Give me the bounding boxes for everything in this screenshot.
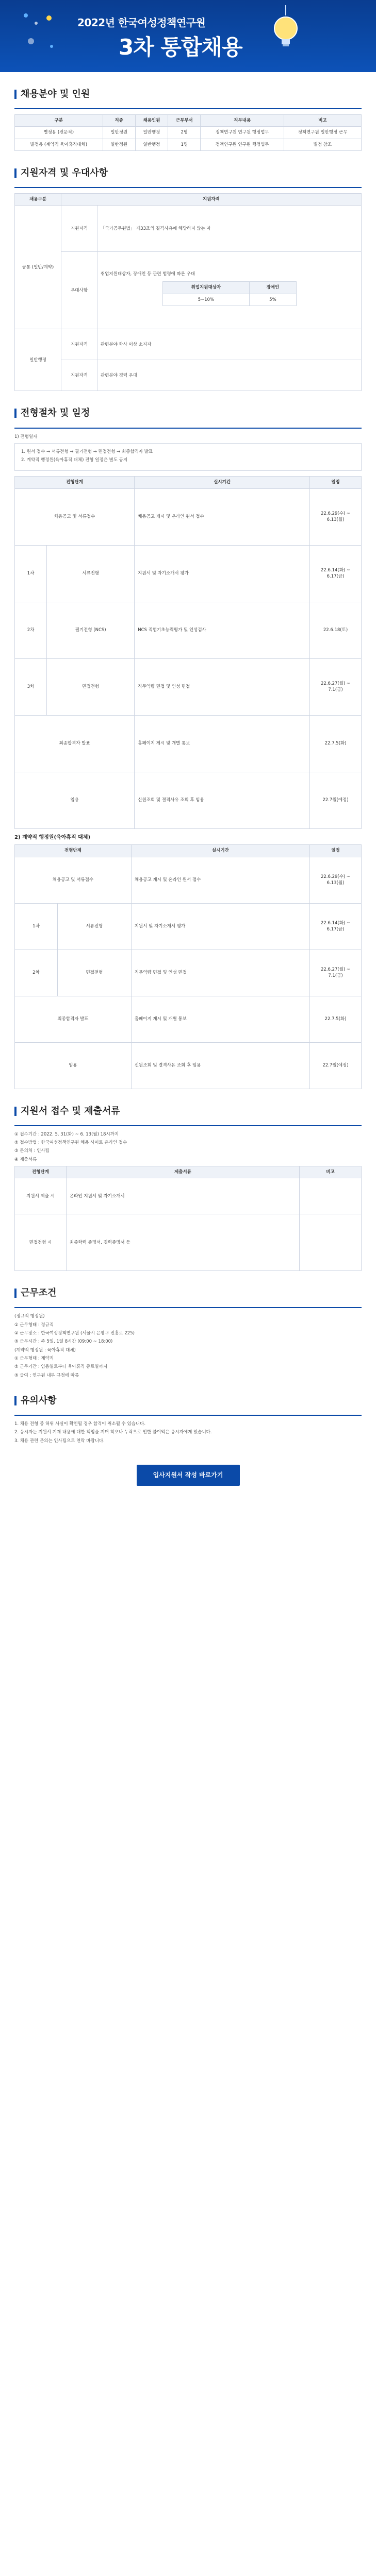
table-cell: 일반정원 [103, 139, 135, 150]
lightbulb-icon [268, 5, 304, 52]
work-line: ② 근무기간 : 임용일로부터 육아휴직 종료일까지 [14, 1364, 108, 1370]
note-line: 1. 채용 전형 중 허위 사실이 확인될 경우 합격이 취소될 수 있습니다. [14, 1421, 146, 1427]
apply-button[interactable]: 입사지원서 작성 바로가기 [137, 1465, 240, 1486]
section-heading [14, 1286, 362, 1300]
table-header: 직무내용 [201, 115, 284, 127]
process-intro: 1) 전형일자 [14, 434, 38, 439]
table-header: 전형단계 [15, 477, 135, 488]
table-cell: 임용 [15, 772, 135, 828]
table-row [15, 360, 362, 391]
table-cell: 22.7.5(화) [310, 996, 362, 1042]
table-cell: 1차 [15, 903, 58, 950]
table-cell: 신원조회 및 결격사유 조회 후 임용 [135, 772, 310, 828]
section-title-notes: 유의사항 [21, 1395, 57, 1406]
table-cell: 지원자격 [61, 329, 97, 360]
process-box [14, 443, 362, 471]
table-cell: 22.7월(예정) [310, 772, 362, 828]
table-header: 취업지원대상자 [162, 282, 250, 294]
table-cell: 3차 [15, 658, 47, 715]
table-header: 장애인 [250, 282, 296, 294]
table-cell: 직무역량 면접 및 인성 면접 [135, 658, 310, 715]
table-cell: 임용 [15, 1042, 132, 1089]
table-cell: 별정용 (전문직) [15, 127, 103, 139]
table-cell: 일반행정 [135, 127, 168, 139]
table-cell: 일반행정 [15, 329, 61, 391]
table-cell: 5~10% [162, 294, 250, 306]
table-cell: 22.6.27(월) ~ 7.1(금) [310, 950, 362, 996]
table-cell: 22.7.5(화) [310, 715, 362, 772]
table-header: 지원자격 [61, 194, 362, 206]
table-header: 비고 [284, 115, 361, 127]
table-cell: 직무역량 면접 및 인성 면접 [131, 950, 309, 996]
work-line: ① 근무형태 : 정규직 [14, 1322, 54, 1328]
table-header: 직종 [103, 115, 135, 127]
section-title-process: 전형절차 및 일정 [21, 408, 90, 419]
table-header: 구분 [15, 115, 103, 127]
preference-text: 취업지원대상자, 장애인 등 관련 법령에 따른 우대 [101, 271, 195, 277]
table-row [15, 658, 362, 715]
table-header: 전형단계 [15, 1166, 67, 1178]
table-cell: 채용공고 게시 및 온라인 원서 접수 [131, 857, 309, 903]
ratio-table [162, 281, 297, 306]
table-cell: 별정용 (계약직 육아휴직대체) [15, 139, 103, 150]
table-row [15, 329, 362, 360]
table-row [15, 252, 362, 329]
table-cell: 관련분야 학사 이상 소지자 [97, 329, 362, 360]
notes-list [14, 1421, 362, 1444]
table-cell: 2명 [168, 127, 201, 139]
table-header: 제출서류 [67, 1166, 300, 1178]
process-line: 2. 계약직 행정원(육아휴직 대체) 전형 일정은 별도 공지 [21, 457, 128, 463]
table-row [15, 772, 362, 828]
table-cell: 22.6.14(화) ~ 6.17(금) [310, 903, 362, 950]
section-title-work: 근무조건 [21, 1287, 57, 1299]
table-cell: 정책연구원 연구원 행정업무 [201, 127, 284, 139]
table-header: 채용구분 [15, 194, 61, 206]
header-title: 3차 통합채용 [119, 35, 242, 60]
documents-table [14, 1166, 362, 1271]
table-cell: 홈페이지 게시 및 개별 통보 [131, 996, 309, 1042]
section-title-qualification: 지원자격 및 우대사항 [21, 167, 108, 179]
table-cell: 최종학력 증명서, 경력증명서 등 [67, 1214, 300, 1271]
apply-line: ③ 문의처 : 인사팀 [14, 1148, 50, 1154]
table-cell: NCS 직업기초능력평가 및 인성검사 [135, 602, 310, 658]
table-cell: 22.6.27(월) ~ 7.1(금) [310, 658, 362, 715]
table-cell: 관련분야 경력 우대 [97, 360, 362, 391]
table-row [15, 1178, 362, 1214]
table-header: 일정 [310, 845, 362, 857]
table-cell: 면접전형 [57, 950, 131, 996]
work-line: (정규직 행정원) [14, 1314, 45, 1319]
section-heading [14, 88, 362, 101]
table-cell: 정책연구원 일반행정 근무 [284, 127, 361, 139]
table-cell: 정책연구원 연구원 행정업무 [201, 139, 284, 150]
table-header: 비고 [300, 1166, 362, 1178]
table-cell: 채용공고 및 서류접수 [15, 488, 135, 545]
table-header: 실시기간 [131, 845, 309, 857]
table-cell: 1명 [168, 139, 201, 150]
table-cell: 지원서 제출 시 [15, 1178, 67, 1214]
section-title-apply: 지원서 접수 및 제출서류 [21, 1105, 120, 1116]
table-cell: 온라인 지원서 및 자기소개서 [67, 1178, 300, 1214]
table-row [15, 903, 362, 950]
table-cell: 홈페이지 게시 및 개별 통보 [135, 715, 310, 772]
table-header: 일정 [310, 477, 362, 488]
recruit-table [14, 114, 362, 151]
work-line: ③ 근무시간 : 주 5일, 1일 8시간 (09:00 ~ 18:00) [14, 1339, 113, 1345]
section-heading [14, 1105, 362, 1118]
work-line: ① 근무형태 : 계약직 [14, 1355, 54, 1361]
table-cell: 채용공고 게시 및 온라인 원서 접수 [135, 488, 310, 545]
work-conditions [14, 1313, 362, 1379]
table-cell: 1차 [15, 545, 47, 602]
table-cell: 22.6.18(토) [310, 602, 362, 658]
table-cell: 2차 [15, 950, 58, 996]
section-title-recruit: 채용분야 및 인원 [21, 89, 90, 99]
section-heading [14, 1394, 362, 1408]
table-cell: 5% [250, 294, 296, 306]
table-cell: 면접전형 [47, 658, 135, 715]
table-cell: 최종합격자 발표 [15, 996, 132, 1042]
table-row [15, 857, 362, 903]
decorative-dots-icon [21, 10, 62, 62]
table-cell: 22.6.14(화) ~ 6.17(금) [310, 545, 362, 602]
table-cell [97, 252, 362, 329]
table-row [15, 602, 362, 658]
process-line: 1. 원서 접수 → 서류전형 → 필기전형 → 면접전형 → 최종합격자 발표 [21, 449, 153, 454]
work-line: ③ 급여 : 연구원 내부 규정에 따름 [14, 1372, 79, 1378]
table-cell: 2차 [15, 602, 47, 658]
table-header: 실시기간 [135, 477, 310, 488]
table-cell: 지원자격 [61, 206, 97, 252]
table-cell: 필기전형 (NCS) [47, 602, 135, 658]
schedule2-table [14, 844, 362, 1089]
schedule2-title: 2) 계약직 행정원(육아휴직 대체) [14, 834, 91, 840]
table-cell: 면접전형 시 [15, 1214, 67, 1271]
table-cell: 22.6.29(수) ~ 6.13(월) [310, 488, 362, 545]
apply-line: ② 접수방법 : 한국여성정책연구원 채용 사이트 온라인 접수 [14, 1140, 127, 1145]
header-subtitle: 2022년 한국여성정책연구원 [77, 16, 206, 29]
table-cell: 22.6.29(수) ~ 6.13(월) [310, 857, 362, 903]
qualification-table [14, 193, 362, 391]
table-row [15, 715, 362, 772]
table-cell: 신원조회 및 결격사유 조회 후 임용 [131, 1042, 309, 1089]
table-cell: 우대사항 [61, 252, 97, 329]
table-cell: 채용공고 및 서류접수 [15, 857, 132, 903]
table-cell: 별첨 참조 [284, 139, 361, 150]
table-cell: 최종합격자 발표 [15, 715, 135, 772]
table-row [15, 488, 362, 545]
table-cell: 공통 (일반/계약) [15, 206, 61, 329]
apply-line: ① 접수기간 : 2022. 5. 31(화) ~ 6. 13(월) 18시까지 [14, 1131, 119, 1137]
schedule-table [14, 476, 362, 828]
table-row [15, 127, 362, 139]
table-row [15, 996, 362, 1042]
note-line: 3. 채용 관련 문의는 인사팀으로 연락 바랍니다. [14, 1438, 105, 1444]
table-cell: 서류전형 [57, 903, 131, 950]
work-line: (계약직 행정원 : 육아휴직 대체) [14, 1347, 76, 1353]
table-cell: 22.7월(예정) [310, 1042, 362, 1089]
table-header: 근무부서 [168, 115, 201, 127]
table-row [15, 1214, 362, 1271]
table-header: 전형단계 [15, 845, 132, 857]
table-cell: 일반정원 [103, 127, 135, 139]
table-cell: 서류전형 [47, 545, 135, 602]
note-line: 2. 응시자는 지원서 기재 내용에 대한 책임을 지며 착오나 누락으로 인한 불이익은 응시자에게 있습니다. [14, 1430, 212, 1435]
table-cell: 지원자격 [61, 360, 97, 391]
header-banner [0, 0, 376, 72]
apply-line: ④ 제출서류 [14, 1157, 37, 1162]
table-cell: 「국가공무원법」 제33조의 결격사유에 해당하지 않는 자 [97, 206, 362, 252]
table-cell: 지원서 및 자기소개서 평가 [135, 545, 310, 602]
table-row [15, 950, 362, 996]
table-row [15, 139, 362, 150]
table-cell [300, 1178, 362, 1214]
section-heading [14, 406, 362, 420]
table-row [15, 545, 362, 602]
table-row [15, 206, 362, 252]
table-cell: 일반행정 [135, 139, 168, 150]
table-header: 채용인원 [135, 115, 168, 127]
section-heading [14, 166, 362, 180]
table-cell [300, 1214, 362, 1271]
table-cell: 지원서 및 자기소개서 평가 [131, 903, 309, 950]
work-line: ② 근무장소 : 한국여성정책연구원 (서울시 은평구 진흥로 225) [14, 1330, 135, 1336]
table-row [15, 1042, 362, 1089]
